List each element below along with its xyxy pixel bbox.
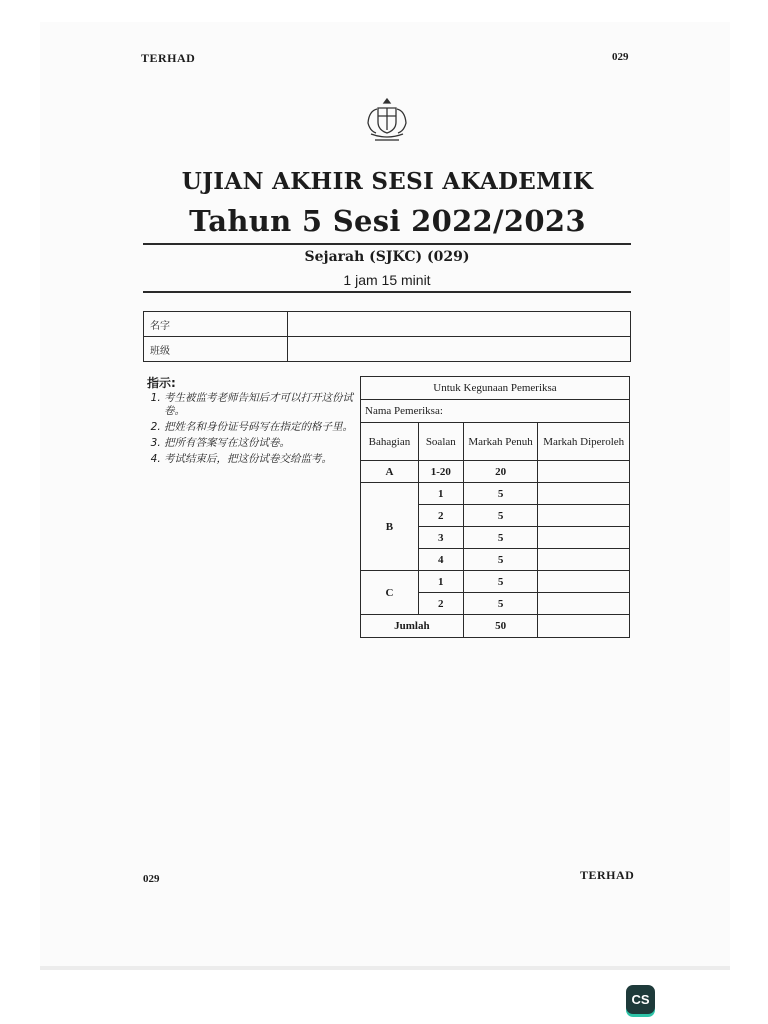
table-row — [144, 312, 631, 337]
question-cell: 2 — [418, 505, 463, 527]
question-cell: 2 — [418, 593, 463, 615]
page-edge — [40, 966, 730, 970]
classification-bottom: TERHAD — [580, 868, 635, 882]
question-cell: 4 — [418, 549, 463, 571]
section-cell: C — [361, 571, 419, 615]
obtained-marks-cell[interactable] — [538, 593, 630, 615]
paper-code-bottom: 029 — [143, 873, 160, 885]
logo-text: CS — [631, 992, 650, 1007]
divider-top — [143, 243, 631, 245]
full-marks-cell: 5 — [463, 549, 538, 571]
table-row — [144, 337, 631, 362]
examiner-marks-table — [360, 376, 630, 638]
paper-code-top: 029 — [612, 51, 629, 63]
total-full-marks: 50 — [463, 615, 538, 638]
column-header: Soalan — [418, 423, 463, 461]
table-row — [361, 400, 630, 423]
list-item: 4. 考试结束后，把这份试卷交给监考。 — [164, 453, 359, 466]
class-label: 班级 — [144, 337, 288, 362]
question-cell: 3 — [418, 527, 463, 549]
table-row — [361, 377, 630, 400]
obtained-marks-cell[interactable] — [538, 571, 630, 593]
full-marks-cell: 5 — [463, 483, 538, 505]
camscanner-logo-icon — [626, 985, 655, 1014]
malaysia-coat-of-arms-icon — [359, 96, 415, 144]
class-field[interactable] — [288, 337, 631, 362]
name-label: 名字 — [144, 312, 288, 337]
question-cell: 1 — [418, 571, 463, 593]
list-item: 2. 把姓名和身份证号码写在指定的格子里。 — [164, 421, 359, 434]
divider-bottom — [143, 291, 631, 293]
full-marks-cell: 5 — [463, 593, 538, 615]
list-item: 3. 把所有答案写在这份试卷。 — [164, 437, 359, 450]
obtained-marks-cell[interactable] — [538, 505, 630, 527]
exam-title: UJIAN AKHIR SESI AKADEMIK — [181, 168, 594, 195]
obtained-marks-cell[interactable] — [538, 549, 630, 571]
table-row — [361, 423, 630, 461]
column-header: Markah Diperoleh — [538, 423, 630, 461]
question-cell: 1 — [418, 483, 463, 505]
examiner-name-label: Nama Pemeriksa: — [361, 400, 630, 423]
section-cell: A — [361, 461, 419, 483]
total-obtained-marks[interactable] — [538, 615, 630, 638]
exam-year-session: Tahun 5 Sesi 2022/2023 — [189, 204, 586, 238]
name-field[interactable] — [288, 312, 631, 337]
column-header: Markah Penuh — [463, 423, 538, 461]
obtained-marks-cell[interactable] — [538, 527, 630, 549]
obtained-marks-cell[interactable] — [538, 461, 630, 483]
column-header: Bahagian — [361, 423, 419, 461]
full-marks-cell: 5 — [463, 571, 538, 593]
list-item: 1. 考生被监考老师告知后才可以打开这份试卷。 — [164, 392, 359, 418]
exam-duration: 1 jam 15 minit — [343, 272, 431, 288]
full-marks-cell: 5 — [463, 505, 538, 527]
table-row — [361, 461, 630, 483]
instructions-list — [150, 392, 359, 469]
full-marks-cell: 20 — [463, 461, 538, 483]
table-row — [361, 483, 630, 505]
classification-top: TERHAD — [141, 51, 196, 65]
table-row — [361, 571, 630, 593]
marks-table-heading: Untuk Kegunaan Pemeriksa — [361, 377, 630, 400]
instructions-heading: 指示: — [147, 376, 176, 390]
section-cell: B — [361, 483, 419, 571]
candidate-info-table — [143, 311, 631, 362]
total-label: Jumlah — [361, 615, 464, 638]
full-marks-cell: 5 — [463, 527, 538, 549]
question-cell: 1-20 — [418, 461, 463, 483]
table-row — [361, 615, 630, 638]
obtained-marks-cell[interactable] — [538, 483, 630, 505]
subject-name: Sejarah (SJKC) (029) — [304, 249, 470, 265]
